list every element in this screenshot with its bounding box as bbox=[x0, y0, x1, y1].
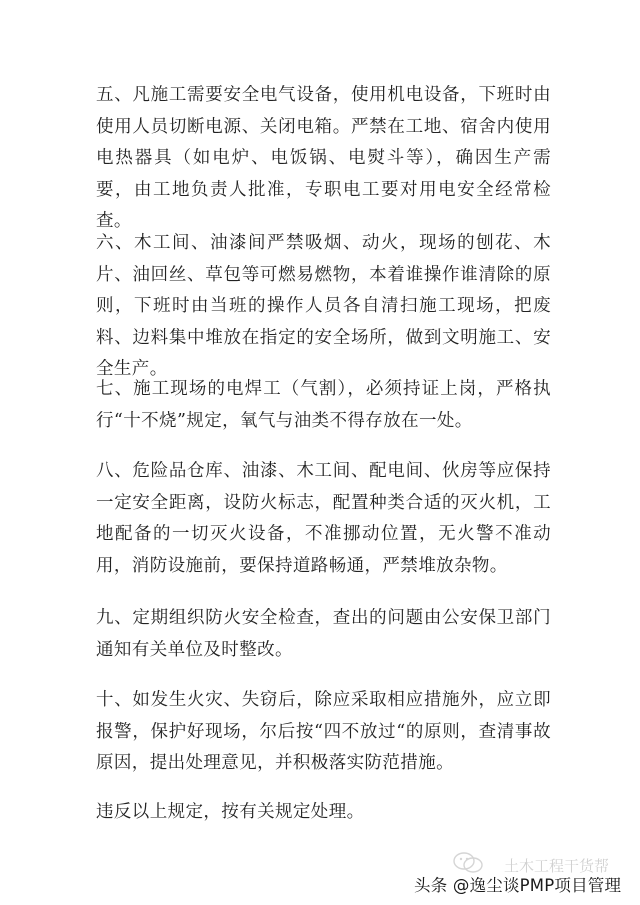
paragraph-5: 五、凡施工需要安全电气设备，使用机电设备，下班时由使用人员切断电源、关闭电箱。严禁在工地、宿舍内使用电热器具（如电炉、电饭锅、电熨斗等），确因生产需要，由工地负责人批准，专职电工要对用电安全经常检查。 bbox=[96, 85, 551, 231]
paragraph-9: 九、定期组织防火安全检查，查出的问题由公安保卫部门通知有关单位及时整改。 bbox=[96, 608, 551, 660]
closing-paragraph: 违反以上规定，按有关规定处理。 bbox=[96, 802, 365, 822]
watermark-main-text: 头条 @逸尘谈PMP项目管理 bbox=[414, 876, 622, 895]
paragraph-10: 十、如发生火灾、失窃后，除应采取相应措施外，应立即报警，保护好现场，尔后按“四不放过“的原则，查清事故原因，提出处理意见，并积极落实防范措施。 bbox=[96, 690, 551, 773]
paragraph-7: 七、施工现场的电焊工（气割），必须持证上岗，严格执行“十不烧”规定，氧气与油类不得存放在一处。 bbox=[96, 379, 551, 431]
paragraph-8: 八、危险品仓库、油漆、木工间、配电间、伙房等应保持一定安全距离，设防火标志，配置种类合适的灭火机，工地配备的一切灭火设备，不准挪动位置，无火警不准动用，消防设施前，要保持道路畅通，严禁堆放杂物。 bbox=[96, 461, 551, 576]
watermark-faint-text: 土木工程干货帮 bbox=[504, 857, 610, 875]
paragraph-6: 六、木工间、油漆间严禁吸烟、动火，现场的刨花、木片、油回丝、草包等可燃易燃物，本着谁操作谁清除的原则，下班时由当班的操作人员各自清扫施工现场，把废料、边料集中堆放在指定的安全场所，做到文明施工、安全生产。 bbox=[96, 233, 551, 379]
